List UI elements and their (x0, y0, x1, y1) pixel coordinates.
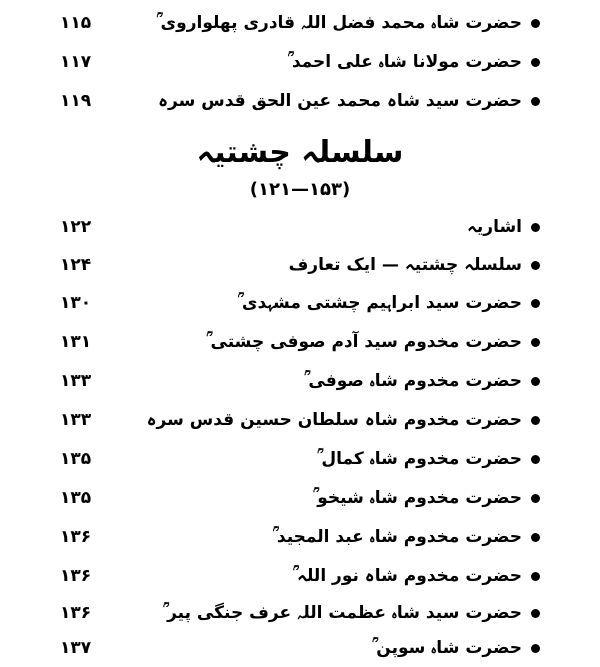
toc-entry-page: ۱۳۷ (60, 638, 92, 658)
toc-entry (60, 561, 540, 593)
toc-entry-page: ۱۱۵ (60, 13, 92, 33)
toc-entry (60, 327, 540, 359)
toc-entry (60, 522, 540, 554)
toc-entry-page: ۱۳۶ (60, 566, 92, 586)
toc-entry-title: حضرت مخدوم شاہ صوفی ؒ (304, 371, 522, 391)
toc-entry (60, 47, 540, 79)
toc-entry-title: حضرت مخدوم شاہ سلطان حسین قدس سرہ (146, 410, 522, 430)
toc-entry (60, 212, 540, 244)
bullet-icon (531, 338, 540, 347)
bullet-icon (531, 58, 540, 67)
bullet-icon (531, 261, 540, 270)
bullet-icon (531, 494, 540, 503)
bullet-icon (531, 97, 540, 106)
toc-entry (60, 598, 540, 630)
toc-entry (60, 86, 540, 118)
toc-entry-page: ۱۲۲ (60, 217, 92, 237)
toc-entry (60, 288, 540, 320)
bullet-icon (531, 416, 540, 425)
toc-entry-title: حضرت شاہ سوپن ؒ (372, 638, 522, 658)
bullet-icon (531, 223, 540, 232)
toc-entry-title: حضرت مخدوم شاہ عبد المجید ؒ (272, 527, 522, 547)
bullet-icon (531, 19, 540, 28)
toc-entry-page: ۱۱۹ (60, 91, 92, 111)
toc-entry-page: ۱۳۵ (60, 488, 92, 508)
toc-entry-page: ۱۱۷ (60, 52, 92, 72)
toc-entry-page: ۱۳۵ (60, 449, 92, 469)
toc-entry (60, 405, 540, 437)
toc-entry-page: ۱۲۴ (60, 255, 92, 275)
toc-entry-title: حضرت سید شاہ عظمت اللہ عرف جنگی پیر ؒ (162, 603, 522, 623)
bullet-icon (531, 455, 540, 464)
toc-entry-page: ۱۳۶ (60, 527, 92, 547)
bullet-icon (531, 377, 540, 386)
toc-entry-title: حضرت مخدوم سید آدم صوفی چشتی ؒ (206, 332, 522, 352)
toc-entry-title: اشاریہ (466, 217, 522, 237)
bullet-icon (531, 609, 540, 618)
toc-entry-page: ۱۳۱ (60, 332, 92, 352)
bullet-icon (531, 299, 540, 308)
toc-entry-title: حضرت مخدوم شاہ کمال ؒ (317, 449, 522, 469)
toc-entry (60, 633, 540, 665)
toc-entry (60, 366, 540, 398)
toc-entry (60, 8, 540, 40)
bullet-icon (531, 644, 540, 653)
toc-entry-page: ۱۳۶ (60, 603, 92, 623)
toc-entry-title: حضرت سید ابراہیم چشتی مشہدی ؒ (237, 293, 522, 313)
bullet-icon (531, 533, 540, 542)
toc-entry-title: حضرت مخدوم شاہ نور اللہ ؒ (292, 566, 522, 586)
bullet-icon (531, 572, 540, 581)
toc-entry-title: حضرت مولانا شاہ علی احمد ؒ (287, 52, 522, 72)
toc-entry-title: حضرت مخدوم شاہ شیخو ؒ (312, 488, 522, 508)
toc-entry-title: سلسلہ چشتیہ — ایک تعارف (288, 255, 522, 275)
toc-entry (60, 444, 540, 476)
toc-entry-title: حضرت سید شاہ محمد عین الحق قدس سرہ (158, 91, 522, 111)
toc-entry-title: حضرت شاہ محمد فضل اللہ قادری پھلواروی ؒ (156, 13, 522, 33)
toc-entry-page: ۱۳۰ (60, 293, 92, 313)
section-page-range: (۱۵۳—۱۲۱) (249, 179, 351, 200)
toc-entry-page: ۱۳۳ (60, 371, 92, 391)
toc-entry (60, 250, 540, 282)
section-heading: سلسلہ چشتیہ (196, 135, 404, 170)
toc-entry (60, 483, 540, 515)
toc-entry-page: ۱۳۳ (60, 410, 92, 430)
